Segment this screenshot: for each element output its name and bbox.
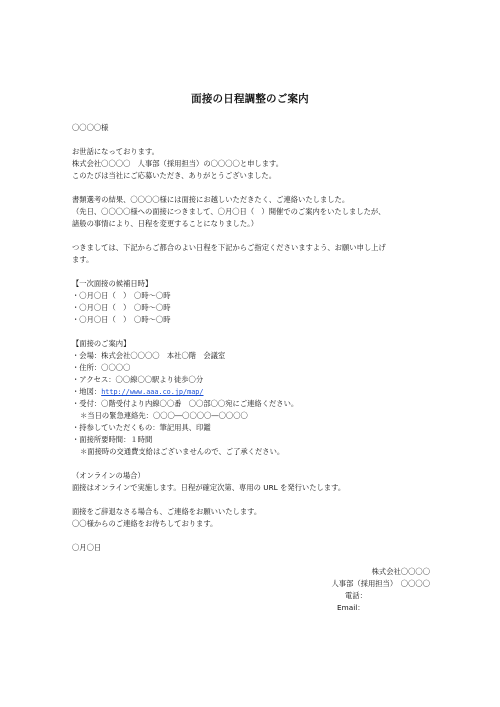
body-paragraph-line-1: 書類選考の結果、〇〇〇〇様には面接にお越しいただきたく、ご連絡いたしました。 [72, 195, 350, 204]
closing-line-1: 面接をご辞退なさる場合も、ご連絡をお願いいたします。 [72, 507, 262, 516]
request-line-2: ます。 [72, 255, 94, 264]
candidate-date-1: ・〇月〇日（ ） 〇時～〇時 [72, 291, 171, 300]
guide-emergency-contact: ＊当日の緊急連絡先：〇〇〇―〇〇〇〇―〇〇〇〇 [80, 411, 248, 420]
guide-belongings: ・持参していただくもの：筆記用具、印鑑 [72, 423, 211, 432]
signature-email: Email： [337, 603, 365, 612]
intro-line-2: 株式会社〇〇〇〇 人事部（採用担当）の〇〇〇〇と申します。 [72, 159, 284, 168]
candidates-heading: 【一次面接の候補日時】 [72, 279, 153, 288]
candidate-date-3: ・〇月〇日（ ） 〇時～〇時 [72, 315, 171, 324]
signature-company: 株式会社〇〇〇〇 [371, 567, 430, 576]
guide-address: ・住所：〇〇〇〇 [72, 363, 131, 372]
guide-heading: 【面接のご案内】 [72, 339, 131, 348]
letter-date: 〇月〇日 [72, 543, 102, 552]
map-link[interactable]: http://www.aaa.co.jp/map/ [101, 388, 204, 396]
guide-transport-note: ＊面接時の交通費支給はございませんので、ご了承ください。 [80, 447, 285, 456]
guide-map-label: ・地図： [72, 387, 102, 396]
intro-line-1: お世話になっております。 [72, 147, 159, 156]
body-paragraph-line-3: 諸般の事情により、日程を変更することになりました。） [72, 219, 259, 228]
signature-department: 人事部（採用担当） 〇〇〇〇 [331, 579, 430, 588]
online-text: 面接はオンラインで実施します。日程が確定次第、専用の URL を発行いたします。 [72, 483, 346, 492]
addressee: 〇〇〇〇様 [72, 123, 109, 132]
signature-phone: 電話： [345, 591, 367, 600]
body-paragraph-line-2: （先日、〇〇〇〇様への面接につきまして、〇月〇日（ ）開催でのご案内をいたしましたが、 [72, 207, 386, 216]
closing-line-2: 〇〇様からのご連絡をお待ちしております。 [72, 519, 218, 528]
guide-duration: ・面接所要時間：１時間 [72, 435, 153, 444]
request-line-1: つきましては、下記からご都合のよい日程を下記からご指定くださいますよう、お願い申し上げ [72, 243, 386, 252]
guide-access: ・アクセス：〇〇線〇〇駅より徒歩〇分 [72, 375, 204, 384]
online-heading: （オンラインの場合） [72, 471, 145, 480]
intro-line-3: このたびは当社にご応募いただき、ありがとうございました。 [72, 171, 277, 180]
guide-venue: ・会場：株式会社〇〇〇〇 本社〇階 会議室 [72, 351, 226, 360]
guide-map [72, 387, 204, 397]
document-title: 面接の日程調整のご案内 [191, 93, 309, 105]
guide-reception: ・受付：〇階受付より内線〇〇番 〇〇部〇〇宛にご連絡ください。 [72, 399, 299, 408]
candidate-date-2: ・〇月〇日（ ） 〇時～〇時 [72, 303, 171, 312]
